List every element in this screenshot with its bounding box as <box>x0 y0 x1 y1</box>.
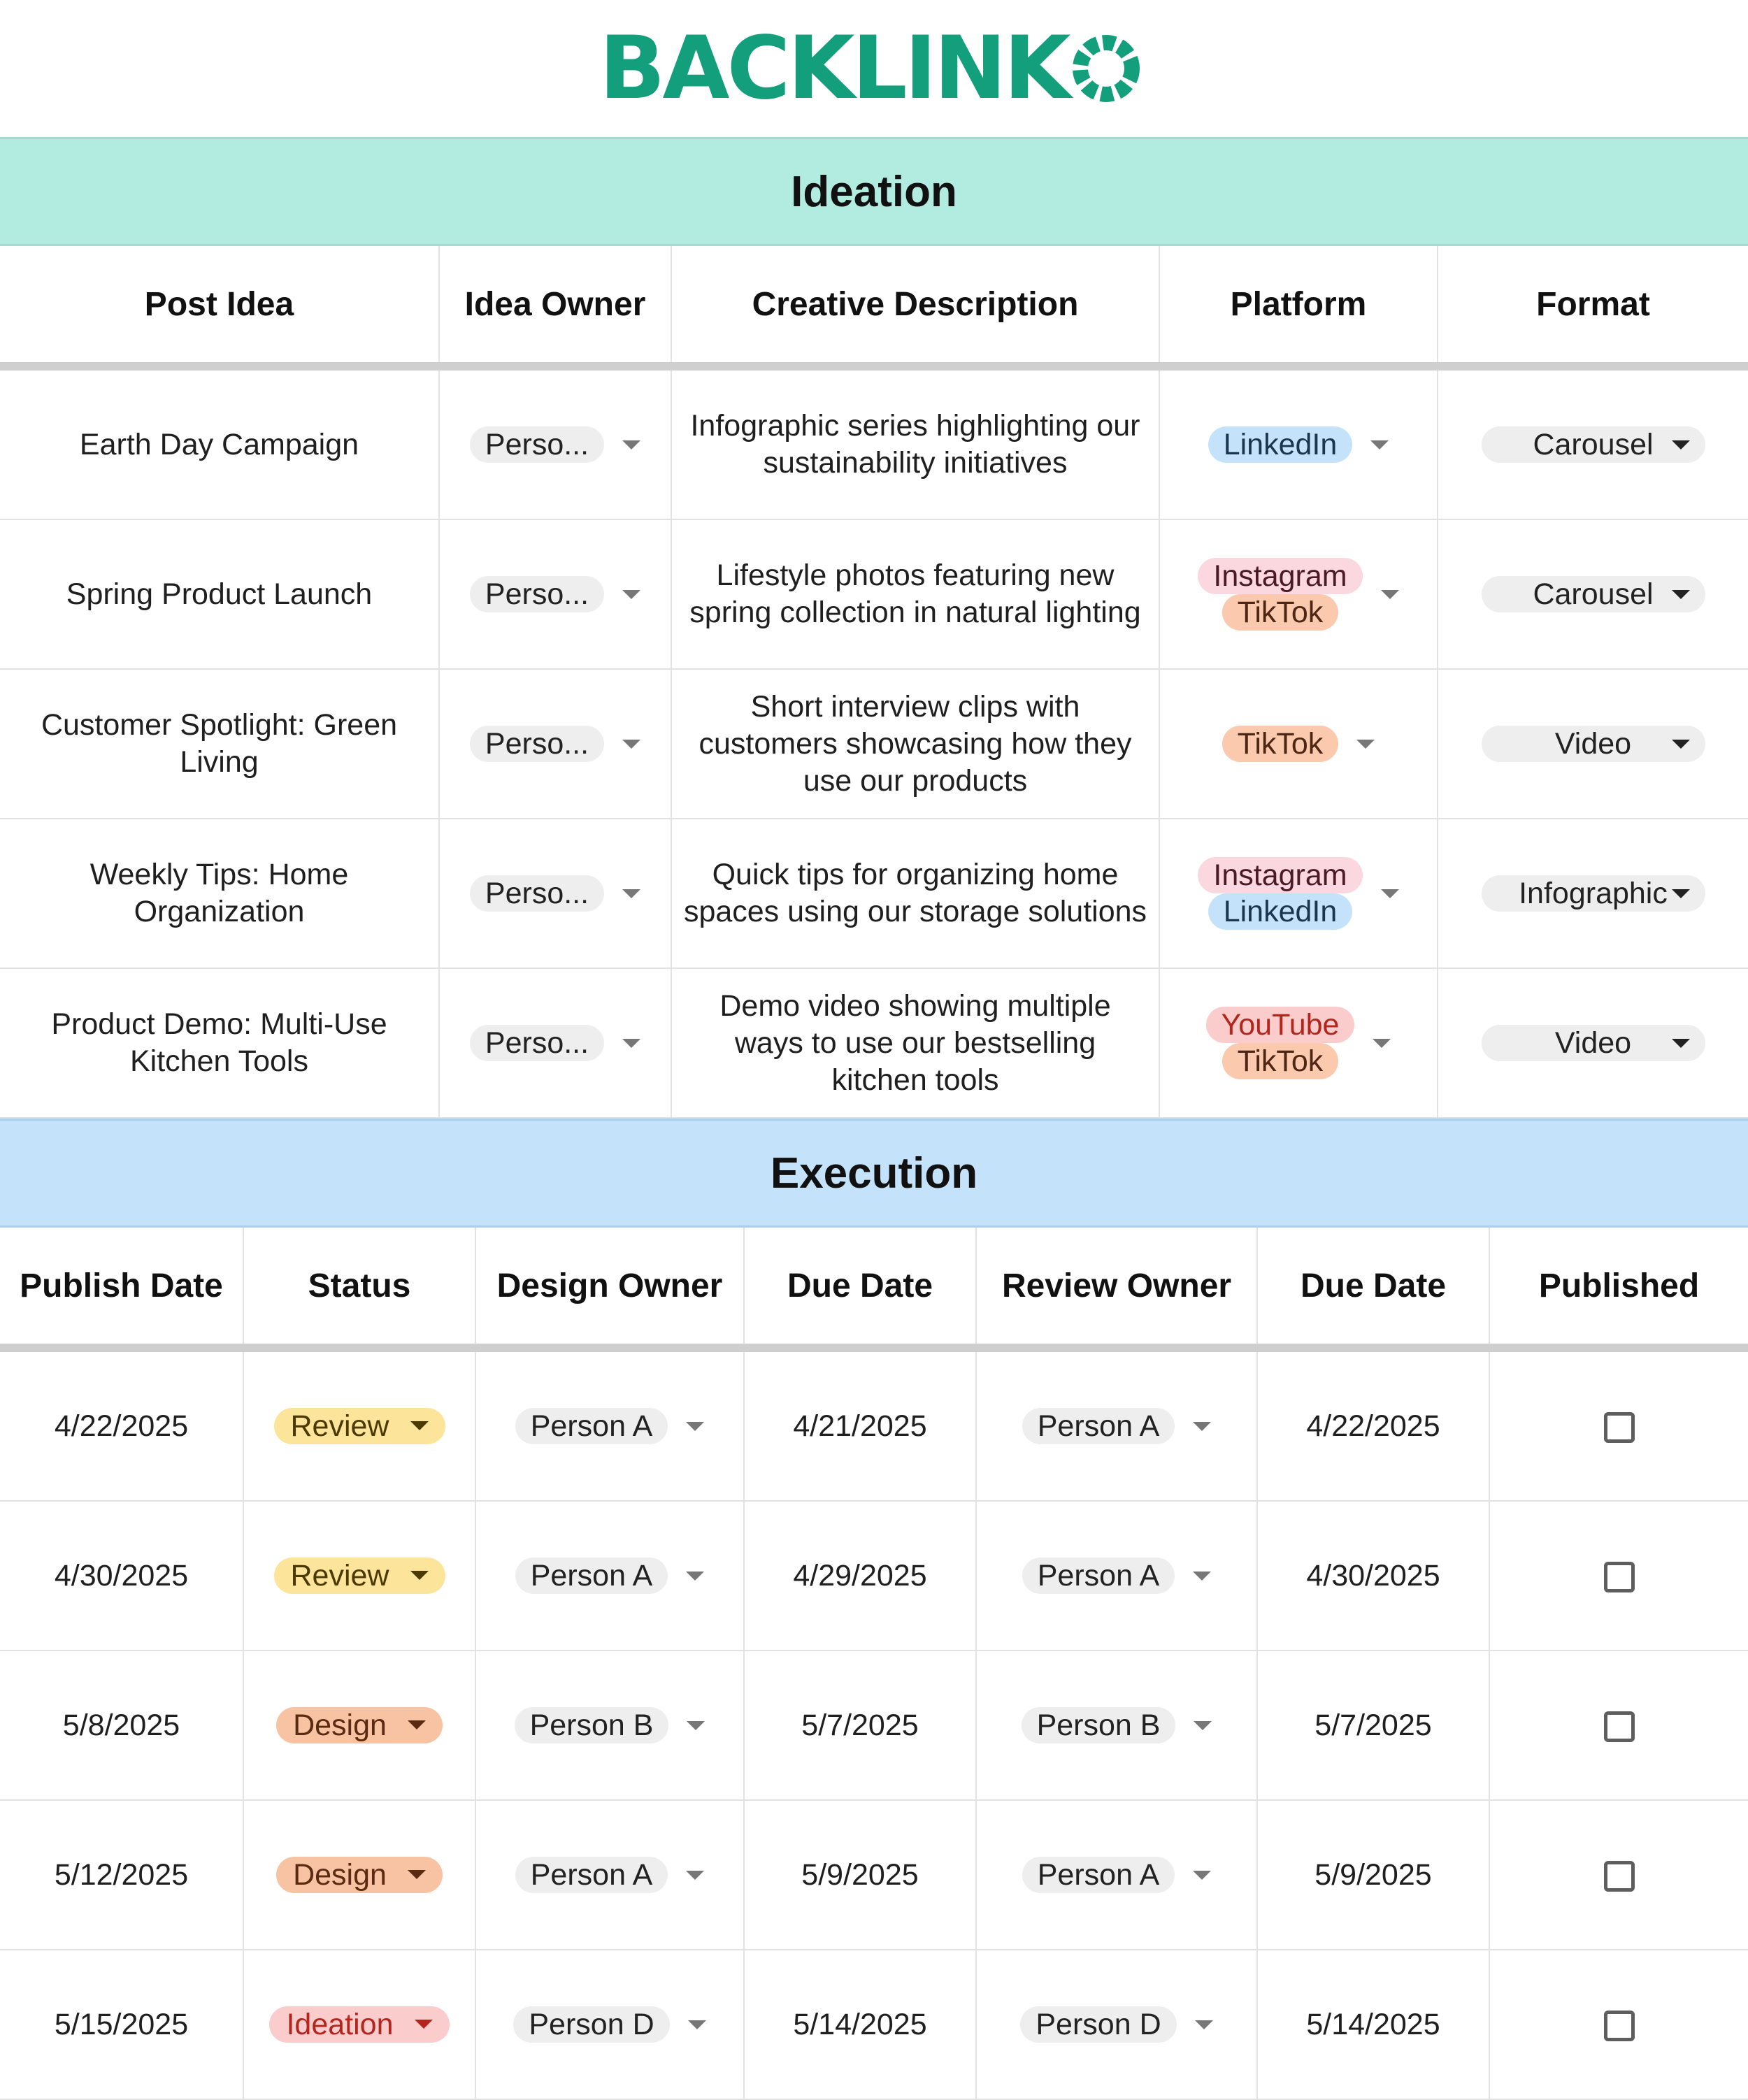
format-value: Carousel <box>1533 577 1654 611</box>
design-owner-dropdown[interactable] <box>487 1408 732 1444</box>
review-owner-chip[interactable]: Person D <box>1020 2006 1176 2043</box>
ideation-header-row <box>0 246 1748 366</box>
chevron-down-icon[interactable] <box>1672 889 1690 898</box>
chevron-down-icon[interactable] <box>1370 440 1389 450</box>
chevron-down-icon[interactable] <box>408 1720 426 1729</box>
format-value: Video <box>1554 1026 1632 1060</box>
creative-description-cell[interactable]: Infographic series highlighting our sustainability initiatives <box>671 366 1159 519</box>
platform-chip-tiktok[interactable]: TikTok <box>1222 726 1339 762</box>
published-checkbox[interactable] <box>1604 2011 1635 2041</box>
ideation-row <box>0 366 1748 519</box>
ideation-row <box>0 519 1748 669</box>
review-owner-cell[interactable] <box>976 1501 1257 1650</box>
chevron-down-icon[interactable] <box>1672 740 1690 749</box>
chevron-down-icon[interactable] <box>1373 1039 1391 1048</box>
publish-date-cell[interactable]: 4/30/2025 <box>0 1501 243 1650</box>
format-cell[interactable] <box>1438 519 1748 669</box>
review-owner-cell[interactable] <box>976 1348 1257 1501</box>
design-owner-chip[interactable]: Person B <box>515 1707 669 1743</box>
ideation-row <box>0 819 1748 968</box>
review-owner-cell[interactable] <box>976 1650 1257 1800</box>
creative-description-cell[interactable]: Demo video showing multiple ways to use our bestselling kitchen tools <box>671 968 1159 1118</box>
platform-chips <box>1206 1007 1355 1079</box>
status-dropdown[interactable] <box>269 2006 449 2043</box>
col-header-status[interactable]: Status <box>243 1228 475 1348</box>
design-owner-cell[interactable] <box>475 1501 744 1650</box>
chevron-down-icon[interactable] <box>1381 889 1399 898</box>
design-owner-dropdown[interactable] <box>487 1707 732 1743</box>
status-value: Design <box>293 1857 387 1892</box>
review-owner-chip[interactable]: Person A <box>1022 1857 1175 1893</box>
review-owner-cell[interactable] <box>976 1800 1257 1950</box>
review-due-date-cell[interactable]: 5/7/2025 <box>1257 1650 1489 1800</box>
published-checkbox[interactable] <box>1604 1861 1635 1892</box>
status-value: Review <box>290 1409 389 1443</box>
chevron-down-icon[interactable] <box>1194 1721 1212 1730</box>
design-owner-dropdown[interactable] <box>487 1857 732 1893</box>
design-owner-dropdown[interactable] <box>487 1558 732 1594</box>
review-owner-dropdown[interactable] <box>988 1707 1245 1743</box>
platform-dropdown[interactable] <box>1171 726 1426 762</box>
col-header-publish-date[interactable]: Publish Date <box>0 1228 243 1348</box>
design-owner-cell[interactable] <box>475 1650 744 1800</box>
published-cell[interactable] <box>1489 1950 1748 2099</box>
logo-bar <box>0 0 1748 137</box>
col-header-design-due-date[interactable]: Due Date <box>744 1228 976 1348</box>
format-value: Carousel <box>1533 427 1654 461</box>
platform-chip-linkedin[interactable]: LinkedIn <box>1208 893 1353 930</box>
chevron-down-icon[interactable] <box>686 1422 704 1431</box>
chevron-down-icon[interactable] <box>1356 740 1375 749</box>
platform-chip-tiktok[interactable]: TikTok <box>1222 594 1339 631</box>
execution-row <box>0 1650 1748 1800</box>
ideation-row <box>0 669 1748 819</box>
format-cell[interactable] <box>1438 819 1748 968</box>
format-cell[interactable] <box>1438 669 1748 819</box>
published-checkbox[interactable] <box>1604 1711 1635 1742</box>
design-due-date-cell[interactable]: 4/21/2025 <box>744 1348 976 1501</box>
chevron-down-icon[interactable] <box>622 440 640 450</box>
status-cell[interactable] <box>243 1650 475 1800</box>
status-cell[interactable] <box>243 1800 475 1950</box>
status-value: Ideation <box>286 2007 394 2041</box>
status-dropdown[interactable] <box>274 1558 445 1594</box>
idea-owner-chip[interactable]: Perso... <box>470 426 604 463</box>
review-due-date-cell[interactable]: 5/14/2025 <box>1257 1950 1489 2099</box>
idea-owner-cell[interactable] <box>439 519 671 669</box>
chevron-down-icon[interactable] <box>410 1421 429 1430</box>
review-owner-chip[interactable]: Person A <box>1022 1408 1175 1444</box>
status-value: Design <box>293 1708 387 1742</box>
design-due-date-cell[interactable]: 4/29/2025 <box>744 1501 976 1650</box>
creative-description-cell[interactable]: Quick tips for organizing home spaces using our storage solutions <box>671 819 1159 968</box>
design-owner-chip[interactable]: Person A <box>515 1857 668 1893</box>
idea-owner-dropdown[interactable] <box>451 1025 659 1061</box>
review-owner-dropdown[interactable] <box>988 1408 1245 1444</box>
status-value: Review <box>290 1558 389 1592</box>
platform-dropdown[interactable] <box>1171 1007 1426 1079</box>
design-due-date-cell[interactable]: 5/7/2025 <box>744 1650 976 1800</box>
post-idea-cell[interactable]: Customer Spotlight: Green Living <box>0 669 439 819</box>
design-owner-chip[interactable]: Person A <box>515 1558 668 1594</box>
idea-owner-dropdown[interactable] <box>451 426 659 463</box>
format-value: Infographic <box>1519 876 1668 910</box>
chevron-down-icon[interactable] <box>1193 1871 1211 1880</box>
logo-ring-icon <box>1071 34 1141 103</box>
format-cell[interactable] <box>1438 968 1748 1118</box>
publish-date-cell[interactable]: 5/15/2025 <box>0 1950 243 2099</box>
review-owner-dropdown[interactable] <box>988 2006 1245 2043</box>
design-owner-dropdown[interactable] <box>487 2006 732 2043</box>
creative-description-cell[interactable]: Short interview clips with customers showcasing how they use our products <box>671 669 1159 819</box>
chevron-down-icon[interactable] <box>410 1571 429 1580</box>
review-due-date-cell[interactable]: 5/9/2025 <box>1257 1800 1489 1950</box>
published-cell[interactable] <box>1489 1501 1748 1650</box>
platform-chip-instagram[interactable]: Instagram <box>1198 857 1362 893</box>
review-due-date-cell[interactable]: 4/22/2025 <box>1257 1348 1489 1501</box>
post-idea-cell[interactable]: Weekly Tips: Home Organization <box>0 819 439 968</box>
design-owner-chip[interactable]: Person D <box>513 2006 669 2043</box>
execution-row <box>0 1348 1748 1501</box>
status-dropdown[interactable] <box>274 1408 445 1444</box>
post-idea-cell[interactable]: Earth Day Campaign <box>0 366 439 519</box>
chevron-down-icon[interactable] <box>688 2020 706 2029</box>
review-owner-chip[interactable]: Person A <box>1022 1558 1175 1594</box>
publish-date-cell[interactable]: 4/22/2025 <box>0 1348 243 1501</box>
format-dropdown[interactable] <box>1482 576 1705 612</box>
col-header-review-due-date[interactable]: Due Date <box>1257 1228 1489 1348</box>
col-header-format[interactable]: Format <box>1438 246 1748 366</box>
idea-owner-cell[interactable] <box>439 366 671 519</box>
platform-chips <box>1198 857 1362 930</box>
platform-dropdown[interactable] <box>1171 857 1426 930</box>
creative-description-cell[interactable]: Lifestyle photos featuring new spring collection in natural lighting <box>671 519 1159 669</box>
col-header-published[interactable]: Published <box>1489 1228 1748 1348</box>
post-idea-cell[interactable]: Spring Product Launch <box>0 519 439 669</box>
chevron-down-icon[interactable] <box>1672 1039 1690 1048</box>
idea-owner-dropdown[interactable] <box>451 875 659 912</box>
status-dropdown[interactable] <box>276 1707 443 1743</box>
logo-text: BACKLINK <box>599 18 1068 119</box>
status-cell[interactable] <box>243 1348 475 1501</box>
format-dropdown[interactable] <box>1482 426 1705 463</box>
platform-cell[interactable] <box>1159 519 1438 669</box>
design-due-date-cell[interactable]: 5/14/2025 <box>744 1950 976 2099</box>
ideation-title: Ideation <box>791 167 957 216</box>
review-owner-dropdown[interactable] <box>988 1857 1245 1893</box>
execution-row <box>0 1950 1748 2099</box>
backlinko-logo <box>599 18 1141 119</box>
platform-chip-tiktok[interactable]: TikTok <box>1222 1043 1339 1079</box>
ideation-section-header <box>0 137 1748 246</box>
chevron-down-icon[interactable] <box>622 740 640 749</box>
platform-chips <box>1222 726 1339 762</box>
chevron-down-icon[interactable] <box>1195 2020 1213 2029</box>
platform-cell[interactable] <box>1159 366 1438 519</box>
publish-date-cell[interactable]: 5/12/2025 <box>0 1800 243 1950</box>
status-cell[interactable] <box>243 1501 475 1650</box>
ideation-row <box>0 968 1748 1118</box>
col-header-review-owner[interactable]: Review Owner <box>976 1228 1257 1348</box>
format-cell[interactable] <box>1438 366 1748 519</box>
chevron-down-icon[interactable] <box>1381 590 1399 599</box>
design-owner-cell[interactable] <box>475 1800 744 1950</box>
execution-row <box>0 1800 1748 1950</box>
design-owner-cell[interactable] <box>475 1348 744 1501</box>
idea-owner-dropdown[interactable] <box>451 576 659 612</box>
chevron-down-icon[interactable] <box>415 2020 433 2029</box>
idea-owner-cell[interactable] <box>439 819 671 968</box>
ideation-table <box>0 246 1748 1119</box>
format-value: Video <box>1554 726 1632 761</box>
platform-cell[interactable] <box>1159 968 1438 1118</box>
idea-owner-chip[interactable]: Perso... <box>470 875 604 912</box>
chevron-down-icon[interactable] <box>687 1721 705 1730</box>
chevron-down-icon[interactable] <box>622 1039 640 1048</box>
execution-row <box>0 1501 1748 1650</box>
format-dropdown[interactable] <box>1482 726 1705 762</box>
platform-chips <box>1208 426 1353 463</box>
idea-owner-chip[interactable]: Perso... <box>470 1025 604 1061</box>
published-cell[interactable] <box>1489 1348 1748 1501</box>
published-cell[interactable] <box>1489 1800 1748 1950</box>
post-idea-cell[interactable]: Product Demo: Multi-Use Kitchen Tools <box>0 968 439 1118</box>
col-header-idea-owner[interactable]: Idea Owner <box>439 246 671 366</box>
col-header-creative-description[interactable]: Creative Description <box>671 246 1159 366</box>
platform-chip-youtube[interactable]: YouTube <box>1206 1007 1355 1043</box>
platform-cell[interactable] <box>1159 819 1438 968</box>
platform-chip-linkedin[interactable]: LinkedIn <box>1208 426 1353 463</box>
chevron-down-icon[interactable] <box>1193 1422 1211 1431</box>
idea-owner-dropdown[interactable] <box>451 726 659 762</box>
platform-dropdown[interactable] <box>1171 558 1426 631</box>
format-dropdown[interactable] <box>1482 1025 1705 1061</box>
idea-owner-cell[interactable] <box>439 968 671 1118</box>
chevron-down-icon[interactable] <box>408 1870 426 1879</box>
platform-chips <box>1198 558 1362 631</box>
status-dropdown[interactable] <box>276 1857 443 1893</box>
design-owner-chip[interactable]: Person A <box>515 1408 668 1444</box>
platform-cell[interactable] <box>1159 669 1438 819</box>
col-header-design-owner[interactable]: Design Owner <box>475 1228 744 1348</box>
published-checkbox[interactable] <box>1604 1412 1635 1443</box>
publish-date-cell[interactable]: 5/8/2025 <box>0 1650 243 1800</box>
review-owner-dropdown[interactable] <box>988 1558 1245 1594</box>
col-header-platform[interactable]: Platform <box>1159 246 1438 366</box>
status-cell[interactable] <box>243 1950 475 2099</box>
chevron-down-icon[interactable] <box>686 1871 704 1880</box>
execution-header-row <box>0 1228 1748 1348</box>
platform-chip-instagram[interactable]: Instagram <box>1198 558 1362 594</box>
design-owner-cell[interactable] <box>475 1950 744 2099</box>
review-due-date-cell[interactable]: 4/30/2025 <box>1257 1501 1489 1650</box>
review-owner-cell[interactable] <box>976 1950 1257 2099</box>
design-due-date-cell[interactable]: 5/9/2025 <box>744 1800 976 1950</box>
chevron-down-icon[interactable] <box>1672 590 1690 599</box>
chevron-down-icon[interactable] <box>622 590 640 599</box>
chevron-down-icon[interactable] <box>1193 1572 1211 1581</box>
platform-dropdown[interactable] <box>1171 426 1426 463</box>
idea-owner-chip[interactable]: Perso... <box>470 576 604 612</box>
execution-section-header <box>0 1119 1748 1228</box>
col-header-post-idea[interactable]: Post Idea <box>0 246 439 366</box>
idea-owner-cell[interactable] <box>439 669 671 819</box>
format-dropdown[interactable] <box>1482 875 1705 912</box>
idea-owner-chip[interactable]: Perso... <box>470 726 604 762</box>
execution-title: Execution <box>770 1149 978 1198</box>
chevron-down-icon[interactable] <box>1672 440 1690 450</box>
execution-table <box>0 1228 1748 2100</box>
chevron-down-icon[interactable] <box>686 1572 704 1581</box>
published-cell[interactable] <box>1489 1650 1748 1800</box>
published-checkbox[interactable] <box>1604 1562 1635 1592</box>
chevron-down-icon[interactable] <box>622 889 640 898</box>
review-owner-chip[interactable]: Person B <box>1022 1707 1176 1743</box>
